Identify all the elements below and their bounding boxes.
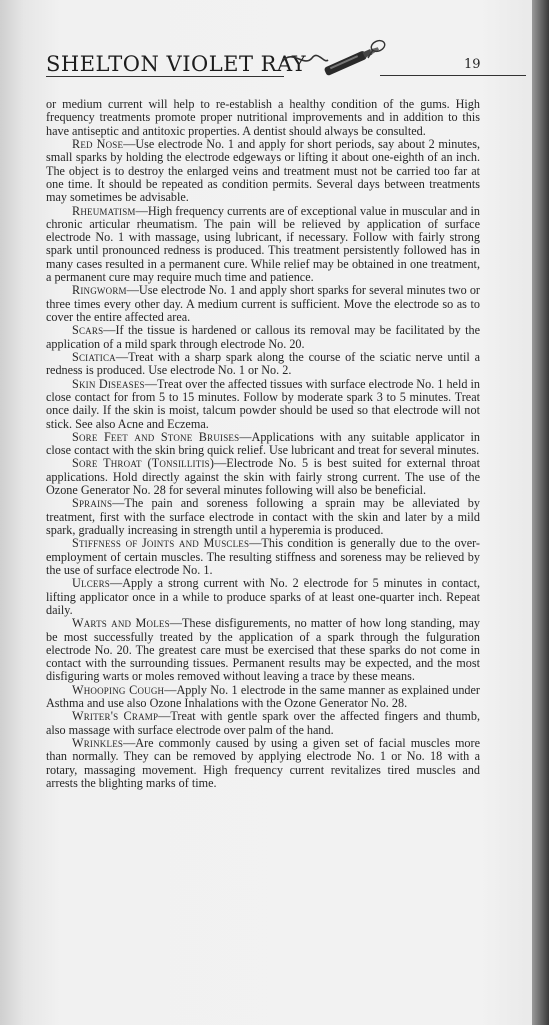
entry-term: Sciatica	[72, 349, 116, 364]
entry-text: —High frequency currents are of exceptional value in muscular and in chronic articular rheumatism. The pain will be relieved by application of surface electrode No. 1 with massage, using lubricant, if necessary. Follow with fairly strong spark until pronounced redness is produced. This treatment persistently followed has in many cases resulted in a permanent cure. While relief may be obtained in one treatment, a permanent cure may require much time and patience.	[46, 203, 480, 285]
entry-text: —This condition is generally due to the over-employment of certain muscles. The resulting stiffness and soreness may be relieved by the use of surface electrode No. 1.	[46, 536, 480, 577]
entry-text: —Apply No. 1 electrode in the same manner as explained under Asthma and use also Ozone Inhalations with the Ozone Generator No. 28.	[46, 682, 480, 711]
paragraph	[46, 431, 480, 458]
entry-term: Wrinkles	[72, 736, 124, 750]
brand-title: SHELTON VIOLET RAY	[46, 52, 307, 76]
entry-term: Warts and Moles	[72, 616, 170, 631]
entry-term: Rheumatism	[72, 203, 136, 218]
violet-ray-wand-icon	[278, 38, 388, 86]
entry-text: —Applications with any suitable applicator in close contact with the skin bring quick relief. Use lubricant and treat for several minutes.	[46, 429, 480, 458]
entry-text: —Are commonly caused by using a given set of facial muscles more than normally. They can be removed by applying electrode No. 1 or No. 18 with a rotary, massaging movement. High frequency current revitalizes tired muscles and arrests the blighting marks of time.	[46, 736, 480, 790]
entry-text: —Use electrode No. 1 and apply for short periods, say about 2 minutes, small sparks by holding the electrode edgeways or lifting it about one-eighth of an inch. The object is to destroy the enlarged veins and treatment must not be carried too far at one time. It should be repeated as condition permits. Several days between treatments may sometimes be advisable.	[46, 136, 481, 205]
entry-text: —Apply a strong current with No. 2 electrode for 5 minutes in contact, lifting applicator once in a while to produce sparks of at least one-quarter inch. Repeat daily.	[46, 576, 480, 617]
paragraph	[46, 205, 480, 285]
paragraph	[46, 138, 480, 205]
brand-underline	[46, 76, 284, 77]
entry-term: Whooping Cough	[72, 682, 165, 697]
paragraph	[46, 737, 480, 790]
paragraph	[46, 497, 480, 537]
paragraph	[46, 684, 480, 711]
entry-text: —Treat with a sharp spark along the course of the sciatic nerve until a redness is produced. Use electrode No. 1 or No. 2.	[46, 349, 480, 378]
paragraph	[46, 710, 480, 737]
entry-term: Red Nose	[72, 136, 124, 151]
entry-term: Writer's Cramp	[72, 709, 159, 724]
entry-text: —Treat over the affected tissues with surface electrode No. 1 held in close contact for from 5 to 15 minutes. Follow by moderate spark 3 to 5 minutes. Treat once daily. If the skin is moist, talcum powder should be used so that electrode will not stick. See also Acne and Eczema.	[46, 376, 480, 431]
paragraph	[46, 324, 480, 351]
paragraph	[46, 537, 480, 577]
paragraph	[46, 284, 480, 324]
paragraph	[46, 457, 480, 497]
paragraph	[46, 378, 480, 431]
entry-text: —Treat with gentle spark over the affected fingers and thumb, also massage with surface electrode over palm of the hand.	[46, 709, 480, 737]
article-body	[46, 98, 480, 790]
page-number: 19	[464, 57, 481, 72]
entry-term: Ulcers	[72, 576, 111, 591]
entry-term: Sore Feet and Stone Bruises	[72, 429, 240, 444]
entry-term: Sprains	[72, 496, 113, 511]
entry-term: Ringworm	[72, 283, 127, 298]
entry-text: —The pain and soreness following a sprain may be alleviated by treatment, first with the surface electrode in contact with the skin and later by a mild spark, gradually increasing in strength until a hyperemia is produced.	[46, 496, 480, 537]
entry-term: Stiffness of Joints and Muscles	[72, 536, 250, 551]
page-header	[46, 38, 482, 86]
paragraph	[46, 617, 480, 684]
entry-text: or medium current will help to re-establish a healthy condition of the gums. High frequency treatments promote proper nutritional improvements and in addition to this have antiseptic and antitoxic properties. A dentist should always be consulted.	[46, 97, 480, 138]
entry-text: —These disfigurements, no matter of how long standing, may be most successfully treated by the application of a spark through the fulguration electrode No. 20. The greatest care must be exercised that these sparks do not come in contact with the surrounding tissues. Permanent results may be expected, and the most disfiguring warts or moles removed without leaving a trace by these means.	[46, 616, 480, 684]
paragraph	[46, 351, 480, 378]
page-edge	[532, 0, 549, 1025]
entry-term: Skin Diseases	[72, 376, 145, 391]
paragraph	[46, 577, 480, 617]
entry-term: Scars	[72, 323, 104, 338]
entry-term: Sore Throat (Tonsillitis)	[72, 456, 215, 471]
entry-text: —Electrode No. 5 is best suited for external throat applications. Hold directly against the skin with fairly strong current. The use of the Ozone Generator No. 28 for several minutes following will also be beneficial.	[46, 456, 480, 498]
entry-text: —Use electrode No. 1 and apply short sparks for several minutes two or three times every other day. A medium current is sufficient. Move the electrode so as to cover the entire affected area.	[46, 283, 480, 324]
paragraph	[46, 98, 480, 138]
header-rule	[380, 75, 526, 76]
entry-text: —If the tissue is hardened or callous its removal may be facilitated by the application of a mild spark through electrode No. 20.	[46, 323, 480, 351]
